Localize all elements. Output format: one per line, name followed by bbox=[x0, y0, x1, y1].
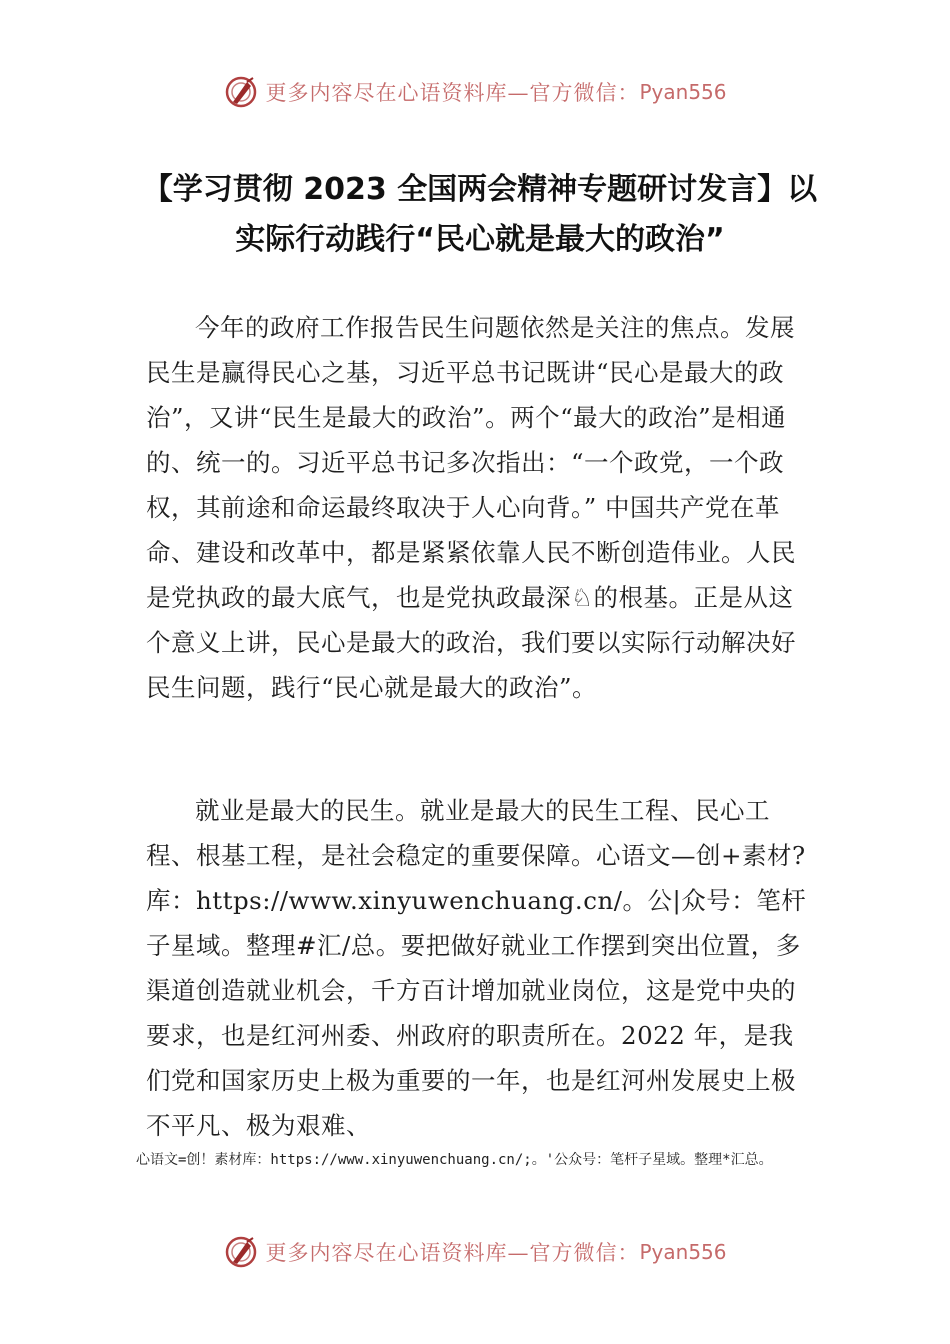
paragraph-1: 今年的政府工作报告民生问题依然是关注的焦点。发展民生是赢得民心之基，习近平总书记既讲“民心是最大的政治”，又讲“民生是最大的政治”。两个“最大的政治”是相通的、统一的。习近平总书记多次指出：“一个政党，一个政权，其前途和命运最终取决于人心向背。” 中国共产党在革命、建设和改革中，都是紧紧依靠人民不断创造伟业。人民是党执政的最大底气，也是党执政最深♘的根基。正是从这个意义上讲，民心是最大的政治，我们要以实际行动解决好民生问题，践行“民心就是最大的政治”。 bbox=[146, 313, 796, 702]
document-title: 【学习贯彻 2023 全国两会精神专题研讨发言】以实际行动践行“民心就是最大的政治” bbox=[142, 172, 818, 257]
header-banner bbox=[0, 70, 950, 114]
pen-nib-logo-icon bbox=[223, 74, 259, 110]
banner-text: 更多内容尽在心语资料库—官方微信： bbox=[265, 1241, 640, 1265]
footer-banner bbox=[0, 1230, 950, 1274]
banner-contact: Pyan556 bbox=[639, 1240, 727, 1264]
pen-nib-logo-icon bbox=[223, 1234, 259, 1270]
banner-text: 更多内容尽在心语资料库—官方微信： bbox=[265, 81, 640, 105]
paragraph-2: 就业是最大的民生。就业是最大的民生工程、民心工程、根基工程，是社会稳定的重要保障。心语文—创+素材?库：https://www.xinyuwenchuang.cn/。公|众号：笔杆子星域。整理#汇/总。要把做好就业工作摆到突出位置，多渠道创造就业机会，千方百计增加就业岗位，这是党中央的要求，也是红河州委、州政府的职责所在。2022 年，是我们党和国家历史上极为重要的一年，也是红河州发展史上极不平凡、极为艰难、 bbox=[146, 796, 807, 1140]
footnote: 心语文=创！素材库：https://www.xinyuwenchuang.cn/;。'公众号：笔杆子星域。整理*汇总。 bbox=[136, 1152, 773, 1168]
banner-contact: Pyan556 bbox=[639, 80, 727, 104]
